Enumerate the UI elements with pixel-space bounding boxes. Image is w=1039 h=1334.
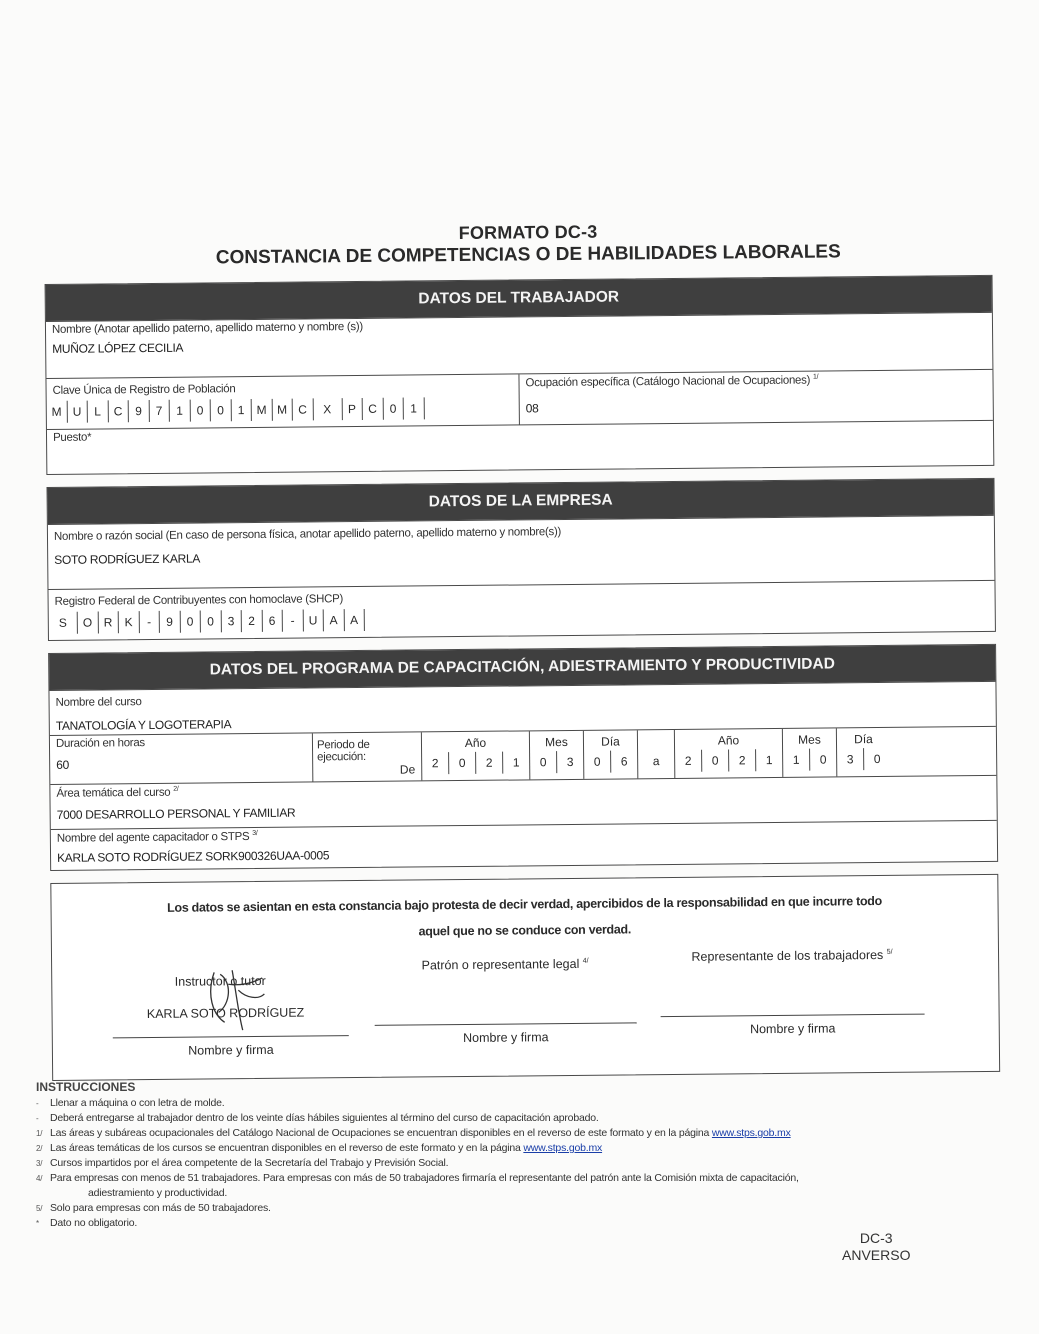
curp-char-box[interactable]: 1 bbox=[404, 397, 425, 419]
worker-name-row bbox=[46, 312, 993, 378]
workers-rep-label: Representante de los trabajadores bbox=[691, 947, 884, 964]
company-name-row bbox=[48, 515, 995, 589]
declaration-box bbox=[50, 874, 1000, 1081]
curp-char-box[interactable]: L bbox=[88, 400, 109, 422]
curp-char-box[interactable]: 1 bbox=[170, 400, 191, 422]
rfc-char-box[interactable]: S bbox=[49, 612, 78, 634]
instruction-text: adiestramiento y productividad. bbox=[88, 1187, 228, 1199]
instructor-signature-line[interactable] bbox=[113, 1035, 349, 1038]
instruction-item bbox=[36, 1156, 916, 1171]
declaration-line-1: Los datos se asientan en esta constancia bajo protesta de decir verdad, apercibidos de la responsabilidad en que incurre todo bbox=[167, 893, 882, 915]
instruction-marker: 5/ bbox=[36, 1204, 43, 1213]
rfc-char-box[interactable]: A bbox=[324, 609, 345, 631]
instruction-marker: 2/ bbox=[36, 1144, 43, 1153]
workers-rep-signature-block bbox=[660, 948, 925, 1038]
company-section-header: DATOS DE LA EMPRESA bbox=[48, 479, 994, 524]
rfc-char-box[interactable]: K bbox=[119, 611, 140, 633]
form-footer bbox=[842, 1230, 910, 1264]
to-month: Mes 1 0 bbox=[782, 728, 836, 777]
occupation-field[interactable]: 08 bbox=[525, 401, 539, 416]
worker-section-header: DATOS DEL TRABAJADOR bbox=[46, 276, 992, 321]
instruction-marker: - bbox=[36, 1099, 39, 1108]
instruction-marker: - bbox=[36, 1114, 39, 1123]
date-digit-box[interactable]: 3 bbox=[846, 752, 854, 767]
form-subtitle: CONSTANCIA DE COMPETENCIAS O DE HABILIDADES LABORALES bbox=[215, 241, 841, 269]
instruction-item bbox=[36, 1096, 916, 1111]
program-section-header: DATOS DEL PROGRAMA DE CAPACITACIÓN, ADIESTRAMIENTO Y PRODUCTIVIDAD bbox=[49, 645, 995, 690]
instruction-text: Deberá entregarse al trabajador dentro de los veinte días hábiles siguientes al término del curso de capacitación aprobado. bbox=[50, 1112, 599, 1124]
agent-label: Nombre del agente capacitador o STPS bbox=[56, 830, 250, 845]
employer-label: Patrón o representante legal bbox=[421, 956, 580, 973]
rfc-label: Registro Federal de Contribuyentes con homoclave (SHCP) bbox=[54, 593, 344, 608]
to-day: Día 3 0 bbox=[836, 728, 890, 777]
rfc-char-box[interactable]: O bbox=[78, 611, 99, 633]
instruction-text: Llenar a máquina o con letra de molde. bbox=[50, 1097, 225, 1109]
instruction-text: Para empresas con menos de 51 trabajadores. Para empresas con más de 50 trabajadores firmaría el representante del patrón ante la Comisión mixta de capacitación, bbox=[50, 1172, 799, 1184]
from-day: Día 0 6 bbox=[583, 730, 637, 779]
from-year: Año 2 0 2 1 bbox=[421, 731, 529, 780]
dc3-form bbox=[44, 217, 1000, 1081]
course-field[interactable]: TANATOLOGÍA Y LOGOTERAPIA bbox=[55, 717, 232, 733]
declaration-line-2: aquel que no se conduce con verdad. bbox=[418, 922, 632, 939]
instruction-text: Las áreas temáticas de los cursos se encuentran disponibles en el reverso de este formato y en la página bbox=[50, 1142, 524, 1154]
instruction-text: Cursos impartidos por el área competente de la Secretaría del Trabajo y Previsión Social. bbox=[50, 1157, 449, 1169]
rfc-char-box[interactable]: - bbox=[139, 611, 160, 633]
company-name-field[interactable]: SOTO RODRÍGUEZ KARLA bbox=[54, 551, 201, 567]
date-digit-box[interactable]: 2 bbox=[684, 753, 692, 768]
period-label: Periodo de ejecución: bbox=[316, 738, 370, 764]
instructor-name: KARLA SOTO RODRÍGUEZ bbox=[146, 1005, 305, 1022]
date-digit-box[interactable]: 1 bbox=[502, 751, 529, 773]
instructions bbox=[36, 1080, 916, 1231]
rfc-char-box[interactable]: 9 bbox=[160, 611, 181, 633]
instruction-text: Las áreas y subáreas ocupacionales del Catálogo Nacional de Ocupaciones se encuentran disponibles en el reverso de este formato y en la página bbox=[50, 1127, 712, 1139]
position-label: Puesto* bbox=[52, 431, 92, 444]
curp-char-box[interactable]: M bbox=[272, 399, 293, 421]
rfc-char-box[interactable]: 0 bbox=[180, 611, 201, 633]
handwritten-signature-icon bbox=[202, 964, 273, 1035]
instructor-sign-caption: Nombre y firma bbox=[188, 1042, 274, 1058]
area-footnote: 2/ bbox=[173, 785, 179, 793]
instruction-marker: 1/ bbox=[36, 1129, 43, 1138]
rfc-char-box[interactable]: 6 bbox=[262, 610, 283, 632]
curp-char-box[interactable]: M bbox=[252, 399, 273, 421]
form-title-block bbox=[64, 217, 992, 272]
area-field[interactable]: 7000 DESARROLLO PERSONAL Y FAMILIAR bbox=[56, 805, 296, 822]
curp-char-box[interactable]: 9 bbox=[129, 400, 150, 422]
curp-char-box[interactable]: P bbox=[342, 398, 363, 420]
agent-field[interactable]: KARLA SOTO RODRÍGUEZ SORK900326UAA-0005 bbox=[56, 848, 330, 865]
stps-link[interactable]: www.stps.gob.mx bbox=[711, 1127, 791, 1139]
duration-label: Duración en horas bbox=[55, 737, 145, 750]
worker-section bbox=[45, 275, 995, 475]
to-separator: a bbox=[637, 730, 674, 778]
instruction-item bbox=[36, 1216, 916, 1231]
date-digit-box[interactable]: 1 bbox=[755, 749, 782, 771]
footer-code: DC-3 bbox=[859, 1230, 893, 1246]
instruction-item bbox=[36, 1186, 916, 1201]
curp-char-box[interactable]: 0 bbox=[211, 399, 232, 421]
instruction-item bbox=[36, 1171, 916, 1186]
worker-id-row bbox=[46, 369, 992, 429]
duration-field[interactable]: 60 bbox=[56, 757, 69, 772]
rfc-char-box[interactable]: 2 bbox=[242, 610, 263, 632]
rfc-char-box[interactable]: U bbox=[303, 609, 324, 631]
date-digit-box[interactable]: 3 bbox=[556, 751, 583, 773]
agent-footnote: 3/ bbox=[252, 829, 258, 838]
workers-rep-footnote: 5/ bbox=[886, 948, 893, 956]
instruction-text: Dato no obligatorio. bbox=[50, 1217, 138, 1229]
rfc-char-box[interactable]: 3 bbox=[221, 610, 242, 632]
company-rfc-row bbox=[48, 580, 994, 640]
occupation-footnote: 1/ bbox=[812, 373, 819, 381]
occupation-label: Ocupación específica (Catálogo Nacional de Ocupaciones) bbox=[525, 374, 811, 390]
date-digit-box[interactable]: 2 bbox=[728, 749, 755, 771]
duration-period-row bbox=[50, 726, 996, 784]
curp-char-box[interactable]: 1 bbox=[231, 399, 252, 421]
employer-signature-block bbox=[374, 956, 637, 1046]
workers-rep-signature-line[interactable] bbox=[661, 1014, 925, 1018]
date-digit-box[interactable]: 0 bbox=[809, 748, 836, 770]
date-digit-box[interactable]: 6 bbox=[610, 750, 637, 772]
date-digit-box[interactable]: 1 bbox=[792, 752, 800, 767]
instruction-text: Solo para empresas con más de 50 trabajadores. bbox=[50, 1202, 271, 1214]
rfc-field[interactable] bbox=[49, 603, 989, 634]
instruction-item bbox=[36, 1111, 916, 1126]
curp-char-box[interactable]: M bbox=[47, 401, 68, 423]
date-digit-box[interactable]: 0 bbox=[701, 749, 728, 771]
area-row bbox=[50, 775, 996, 829]
execution-period-dates bbox=[421, 727, 996, 781]
date-digit-box[interactable]: 2 bbox=[431, 756, 439, 771]
workers-rep-sign-caption: Nombre y firma bbox=[749, 1021, 836, 1037]
instructions-list bbox=[36, 1096, 916, 1231]
rfc-char-box[interactable]: 0 bbox=[201, 610, 222, 632]
curp-char-box[interactable]: X bbox=[313, 398, 342, 420]
instruction-item bbox=[36, 1141, 916, 1156]
to-year: Año 2 0 2 1 bbox=[674, 729, 782, 778]
curp-char-box[interactable]: U bbox=[67, 401, 88, 423]
worker-name-label: Nombre (Anotar apellido paterno, apellido materno y nombre (s)) bbox=[51, 320, 363, 336]
course-row bbox=[49, 681, 995, 735]
worker-position-row bbox=[47, 420, 993, 474]
from-month: Mes 0 3 bbox=[529, 731, 583, 780]
worker-name-field[interactable]: MUÑOZ LÓPEZ CECILIA bbox=[52, 340, 184, 356]
program-section bbox=[48, 644, 998, 871]
rfc-char-box[interactable]: R bbox=[98, 611, 119, 633]
instruction-item bbox=[36, 1126, 916, 1141]
curp-label: Clave Única de Registro de Población bbox=[52, 383, 236, 397]
curp-char-box[interactable]: C bbox=[108, 400, 129, 422]
form-title: FORMATO DC-3 bbox=[458, 221, 598, 244]
date-digit-box[interactable]: 0 bbox=[863, 748, 890, 770]
from-label: De bbox=[399, 762, 416, 777]
curp-char-box[interactable]: 0 bbox=[383, 398, 404, 420]
employer-signature-line[interactable] bbox=[375, 1022, 637, 1026]
employer-footnote: 4/ bbox=[582, 957, 589, 965]
curp-field[interactable] bbox=[47, 397, 513, 423]
rfc-char-box[interactable]: A bbox=[344, 609, 365, 631]
rfc-char-box[interactable]: - bbox=[283, 610, 304, 632]
date-digit-box[interactable]: 0 bbox=[448, 752, 475, 774]
instruction-marker: 4/ bbox=[36, 1174, 43, 1183]
employer-sign-caption: Nombre y firma bbox=[463, 1030, 549, 1046]
curp-char-box[interactable]: 7 bbox=[149, 400, 170, 422]
curp-char-box[interactable]: C bbox=[293, 398, 314, 420]
course-label: Nombre del curso bbox=[55, 696, 142, 709]
instruction-marker: * bbox=[36, 1219, 39, 1228]
instructions-title: INSTRUCCIONES bbox=[36, 1080, 136, 1094]
area-label: Área temática del curso bbox=[56, 786, 171, 800]
instructor-label: Instructor o tutor bbox=[174, 973, 266, 989]
stps-link[interactable]: www.stps.gob.mx bbox=[523, 1142, 603, 1154]
instruction-item bbox=[36, 1201, 916, 1216]
date-digit-box[interactable]: 2 bbox=[475, 752, 502, 774]
curp-char-box[interactable]: 0 bbox=[190, 399, 211, 421]
date-digit-box[interactable]: 0 bbox=[593, 754, 601, 769]
date-digit-box[interactable]: 0 bbox=[539, 755, 547, 770]
curp-char-box[interactable]: C bbox=[363, 398, 384, 420]
instruction-marker: 3/ bbox=[36, 1159, 43, 1168]
company-section bbox=[47, 478, 996, 641]
footer-side: ANVERSO bbox=[842, 1247, 911, 1263]
company-name-label: Nombre o razón social (En caso de persona física, anotar apellido paterno, apellido materno y nombre(s)) bbox=[53, 526, 562, 543]
